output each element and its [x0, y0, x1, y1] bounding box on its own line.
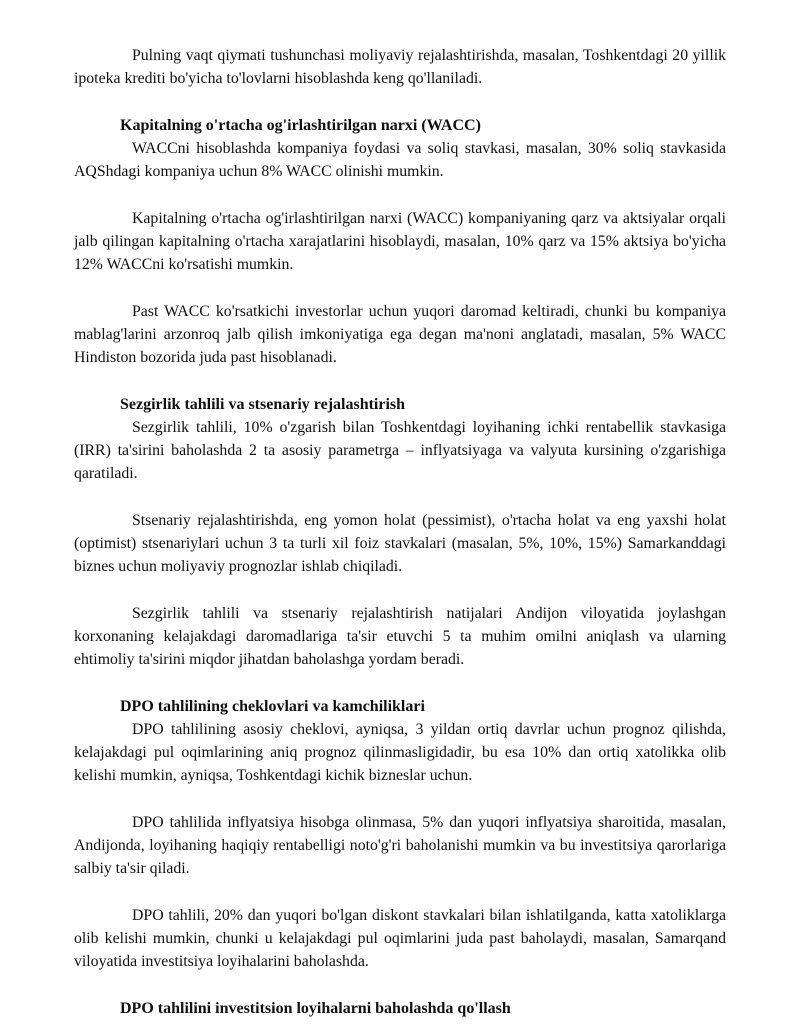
paragraph-sensitivity-3: Sezgirlik tahlili va stsenariy rejalashtirish natijalari Andijon viloyatida joylashgan korxonaning kelajakdagi daromadlariga ta'sir etuvchi 5 ta muhim omilni aniqlash va ularning ehtimoliy ta'sirini miqdor jihatdan baholashga yordam beradi.: [74, 605, 726, 668]
heading-sensitivity: Sezgirlik tahlili va stsenariy rejalashtirish: [120, 396, 406, 413]
paragraph-intro: Pulning vaqt qiymati tushunchasi moliyaviy rejalashtirishda, masalan, Toshkentdagi 20 yillik ipoteka krediti bo'yicha to'lovlarni hisoblashda keng qo'llaniladi.: [74, 47, 726, 87]
heading-dpo-usage: DPO tahlilini investitsion loyihalarni baholashda qo'llash: [120, 1000, 511, 1017]
paragraph-sensitivity-2: Stsenariy rejalashtirishda, eng yomon holat (pessimist), o'rtacha holat va eng yaxshi holat (optimist) stsenariylari uchun 3 ta turli xil foiz stavkalari (masalan, 5%, 10%, 15%) Samarkanddagi biznes uchun moliyaviy prognozlar ishlab chiqiladi.: [74, 512, 726, 575]
paragraph-sensitivity-1: Sezgirlik tahlili, 10% o'zgarish bilan Toshkentdagi loyihaning ichki rentabellik stavkasiga (IRR) ta'sirini baholashda 2 ta asosiy parametrga – inflyatsiyaga va valyuta kursining o'zgarishiga qaratiladi.: [74, 419, 726, 482]
paragraph-wacc-2: Kapitalning o'rtacha og'irlashtirilgan narxi (WACC) kompaniyaning qarz va aktsiyalar orqali jalb qilingan kapitalning o'rtacha xarajatlarini hisoblaydi, masalan, 10% qarz va 15% aktsiya bo'yicha 12% WACCni ko'rsatishi mumkin.: [74, 210, 726, 273]
paragraph-wacc-1: WACCni hisoblashda kompaniya foydasi va soliq stavkasi, masalan, 30% soliq stavkasida AQShdagi kompaniya uchun 8% WACC olinishi mumkin.: [74, 140, 726, 180]
paragraph-dpo-limits-3: DPO tahlili, 20% dan yuqori bo'lgan diskont stavkalari bilan ishlatilganda, katta xatoliklarga olib kelishi mumkin, chunki u kelajakdagi pul oqimlarini juda past baholaydi, masalan, Samarqand viloyatida investitsiya loyihalarini baholashda.: [74, 907, 726, 970]
paragraph-wacc-3: Past WACC ko'rsatkichi investorlar uchun yuqori daromad keltiradi, chunki bu kompaniya mablag'larini arzonroq jalb qilish imkoniyatiga ega degan ma'noni anglatadi, masalan, 5% WACC Hindiston bozorida juda past hisoblanadi.: [74, 303, 726, 366]
heading-wacc: Kapitalning o'rtacha og'irlashtirilgan narxi (WACC): [120, 117, 481, 134]
heading-dpo-limits: DPO tahlilining cheklovlari va kamchiliklari: [120, 698, 425, 715]
paragraph-dpo-limits-2: DPO tahlilida inflyatsiya hisobga olinmasa, 5% dan yuqori inflyatsiya sharoitida, masalan, Andijonda, loyihaning haqiqiy rentabelligi noto'g'ri baholanishi mumkin va bu investitsiya qarorlariga salbiy ta'sir qiladi.: [74, 814, 726, 877]
paragraph-dpo-limits-1: DPO tahlilining asosiy cheklovi, ayniqsa, 3 yildan ortiq davrlar uchun prognoz qilishda, kelajakdagi pul oqimlarining aniq prognoz qilinmasligidadir, bu esa 10% dan ortiq xatolikka olib kelishi mumkin, ayniqsa, Toshkentdagi kichik bizneslar uchun.: [74, 721, 726, 784]
